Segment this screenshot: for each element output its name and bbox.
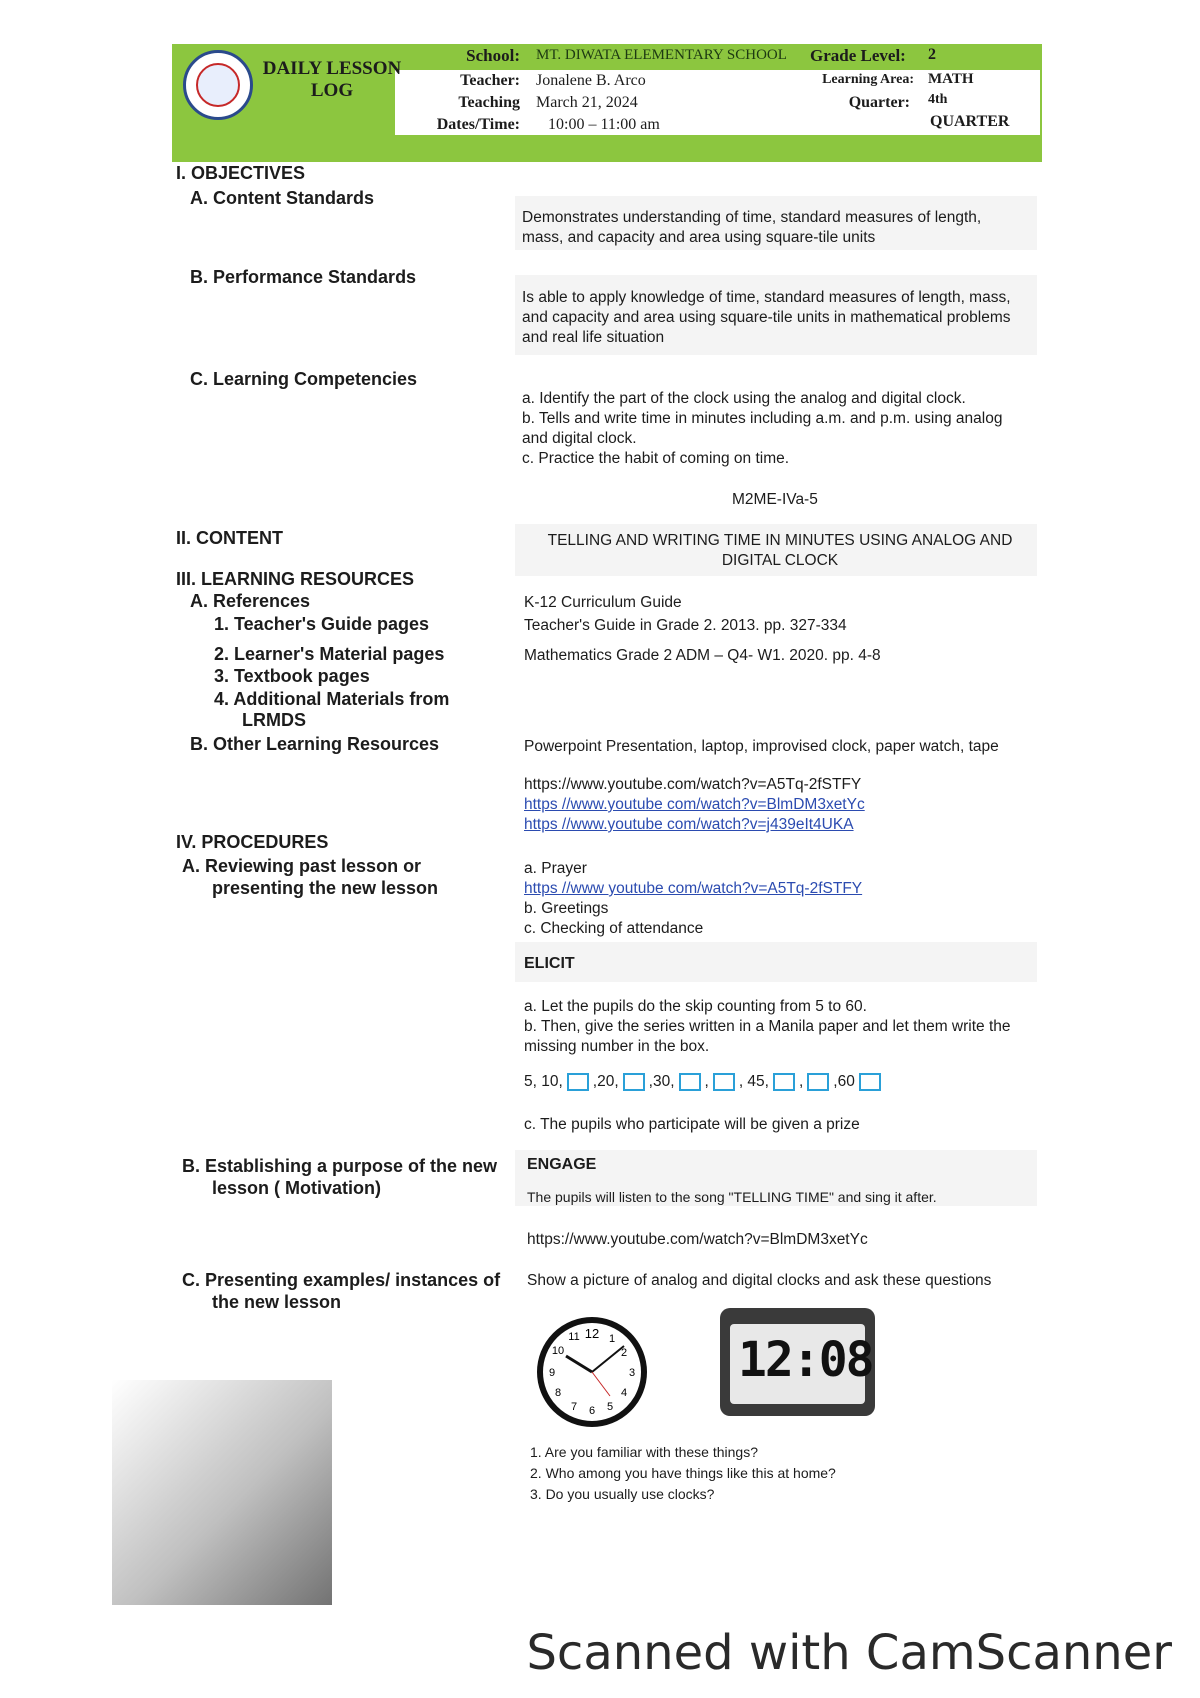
svg-text:8: 8	[554, 1387, 562, 1399]
references-label: A. References	[190, 591, 311, 611]
quarter-value-2: QUARTER	[930, 113, 1010, 130]
svg-text:2: 2	[620, 1347, 628, 1359]
resource-link-2[interactable]: https //www.youtube com/watch?v=BlmDM3xetYc	[524, 796, 865, 813]
objectives-heading: I. OBJECTIVES	[176, 163, 306, 183]
deped-seal-icon	[183, 50, 253, 120]
skip-count-series: 5, 10, ,20, ,30, , , 45, , ,60	[524, 1072, 1024, 1092]
competency-code: M2ME-IVa-5	[732, 491, 818, 508]
answer-box[interactable]	[679, 1073, 701, 1091]
school-label: School:	[466, 46, 520, 65]
curriculum-guide: K-12 Curriculum Guide	[524, 594, 682, 611]
elicit-c: c. The pupils who participate will be given a prize	[524, 1116, 860, 1133]
engage-heading: ENGAGE	[527, 1156, 597, 1173]
camscanner-watermark: Scanned with CamScanner	[526, 1625, 1172, 1681]
engage-text: The pupils will listen to the song "TELLING TIME" and sing it after.	[527, 1189, 937, 1205]
svg-text:3: 3	[628, 1367, 636, 1379]
teaching-label: Teaching	[458, 94, 520, 111]
digital-time: 12:08	[738, 1332, 873, 1388]
teacher-value: Jonalene B. Arco	[536, 72, 646, 89]
teachers-guide-label: 1. Teacher's Guide pages	[214, 614, 430, 634]
learners-material-label: 2. Learner's Material pages	[214, 644, 445, 664]
engage-link[interactable]: https://www.youtube.com/watch?v=BlmDM3xetYc	[527, 1231, 868, 1248]
competency-a: a. Identify the part of the clock using the analog and digital clock.	[522, 390, 966, 407]
grade-label: Grade Level:	[810, 46, 906, 65]
reviewing-label-1: A. Reviewing past lesson or	[182, 856, 422, 876]
elicit-a: a. Let the pupils do the skip counting from 5 to 60.	[524, 998, 867, 1015]
svg-text:11: 11	[568, 1331, 580, 1343]
resource-link-3[interactable]: https //www.youtube com/watch?v=j439eIt4UKA	[524, 816, 854, 833]
reviewing-label-2: presenting the new lesson	[212, 878, 439, 898]
learning-competencies-label: C. Learning Competencies	[190, 369, 418, 389]
other-resources-value: Powerpoint Presentation, laptop, improvised clock, paper watch, tape	[524, 738, 999, 755]
scan-shadow	[112, 1380, 332, 1605]
competency-c: c. Practice the habit of coming on time.	[522, 450, 790, 467]
examples-text: Show a picture of analog and digital clocks and ask these questions	[527, 1272, 992, 1289]
question-3: 3. Do you usually use clocks?	[530, 1486, 715, 1502]
svg-text:1: 1	[608, 1333, 616, 1345]
performance-standards-label: B. Performance Standards	[190, 267, 417, 287]
answer-box[interactable]	[567, 1073, 589, 1091]
school-value: MT. DIWATA ELEMENTARY SCHOOL	[536, 47, 787, 63]
question-2: 2. Who among you have things like this at home?	[530, 1465, 836, 1481]
textbook-pages-label: 3. Textbook pages	[214, 666, 370, 686]
svg-text:7: 7	[570, 1401, 578, 1413]
svg-text:10: 10	[551, 1345, 565, 1357]
quarter-value: 4th	[928, 92, 948, 107]
prayer-item: a. Prayer	[524, 860, 587, 877]
answer-box[interactable]	[623, 1073, 645, 1091]
area-label: Learning Area:	[822, 72, 914, 87]
question-1: 1. Are you familiar with these things?	[530, 1444, 759, 1460]
attendance-item: c. Checking of attendance	[524, 920, 704, 937]
learners-material-value: Mathematics Grade 2 ADM – Q4- W1. 2020. pp. 4-8	[524, 647, 881, 664]
elicit-b: b. Then, give the series written in a Manila paper and let them write the missing number in the box.	[524, 1018, 1011, 1055]
content-text: TELLING AND WRITING TIME IN MINUTES USING ANALOG AND DIGITAL CLOCK	[547, 532, 1013, 569]
area-value: MATH	[928, 71, 974, 87]
answer-box[interactable]	[713, 1073, 735, 1091]
content-standards-text: Demonstrates understanding of time, standard measures of length, mass, and capacity and area using square-tile units	[522, 209, 982, 246]
examples-label-1: C. Presenting examples/ instances of	[182, 1270, 501, 1290]
teachers-guide-value: Teacher's Guide in Grade 2. 2013. pp. 327-334	[524, 617, 847, 634]
content-standards-label: A. Content Standards	[190, 188, 375, 208]
additional-materials-label: 4. Additional Materials from	[214, 689, 450, 709]
svg-text:4: 4	[620, 1387, 628, 1399]
competency-b: b. Tells and write time in minutes including a.m. and p.m. using analog and digital clock.	[522, 410, 1003, 447]
resource-link-1[interactable]: https://www.youtube.com/watch?v=A5Tq-2fSTFY	[524, 776, 862, 793]
elicit-heading: ELICIT	[524, 955, 575, 972]
svg-text:9: 9	[548, 1367, 556, 1379]
digital-clock-icon	[720, 1308, 875, 1416]
dates-time-label: Dates/Time:	[436, 116, 520, 133]
other-resources-label: B. Other Learning Resources	[190, 734, 440, 754]
answer-box[interactable]	[773, 1073, 795, 1091]
performance-standards-text: Is able to apply knowledge of time, standard measures of length, mass, and capacity and area using square-tile units in mathematical problems and real life situation	[522, 289, 1011, 346]
time-value: 10:00 – 11:00 am	[548, 116, 660, 133]
content-heading: II. CONTENT	[176, 528, 283, 548]
doc-title: DAILY LESSON LOG	[262, 58, 402, 101]
grade-value: 2	[928, 46, 936, 63]
motivation-label-1: B. Establishing a purpose of the new	[182, 1156, 498, 1176]
lrmds-label: LRMDS	[242, 710, 306, 730]
greetings-item: b. Greetings	[524, 900, 609, 917]
motivation-label-2: lesson ( Motivation)	[212, 1178, 382, 1198]
analog-clock-icon	[536, 1316, 648, 1428]
examples-label-2: the new lesson	[212, 1292, 342, 1312]
svg-text:6: 6	[588, 1405, 596, 1417]
quarter-label: Quarter:	[848, 94, 910, 111]
procedures-heading: IV. PROCEDURES	[176, 832, 329, 852]
svg-text:12: 12	[584, 1326, 600, 1341]
answer-box[interactable]	[807, 1073, 829, 1091]
learning-resources-heading: III. LEARNING RESOURCES	[176, 569, 415, 589]
teacher-label: Teacher:	[460, 72, 520, 89]
svg-text:5: 5	[606, 1401, 614, 1413]
answer-box[interactable]	[859, 1073, 881, 1091]
date-value: March 21, 2024	[536, 94, 638, 111]
prayer-link[interactable]: https //www youtube com/watch?v=A5Tq-2fSTFY	[524, 880, 863, 897]
